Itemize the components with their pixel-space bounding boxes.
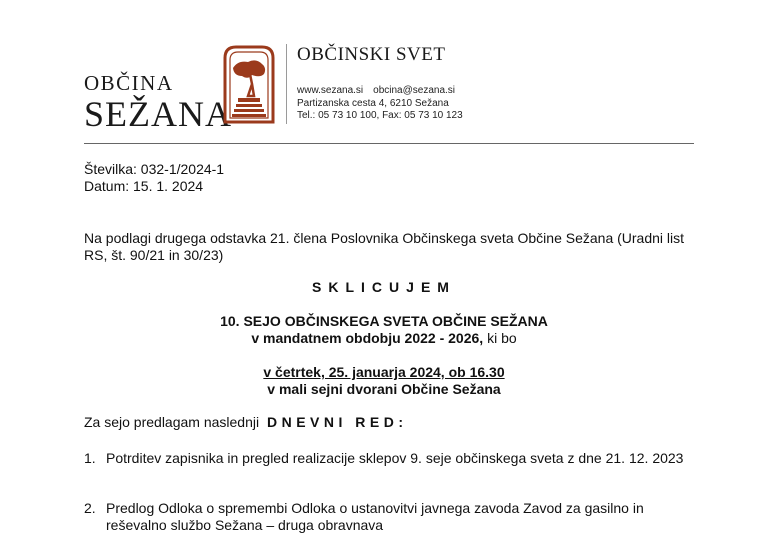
session-title: 10. SEJO OBČINSKEGA SVETA OBČINE SEŽANA [220, 313, 548, 329]
legal-basis-paragraph: Na podlagi drugega odstavka 21. člena Poslovnika Občinskega sveta Občine Sežana (Uradni list RS, št. 90/21 in 30/23) [84, 230, 685, 263]
session-period-rest: ki bo [483, 330, 517, 346]
logo-line-sezana: SEŽANA [84, 94, 232, 134]
session-location: v mali sejni dvorani Občine Sežana [267, 381, 501, 397]
council-title: OBČINSKI SVET [297, 44, 446, 65]
agenda-lead [84, 414, 408, 430]
address-text: Partizanska cesta 4, 6210 Sežana [297, 97, 449, 109]
email-link[interactable]: obcina@sezana.si [373, 85, 456, 96]
session-heading [84, 313, 684, 347]
logo-line-obcina: OBČINA [84, 71, 174, 95]
document-date: Datum: 15. 1. 2024 [84, 178, 204, 194]
agenda-item-text: Predlog Odloka o spremembi Odloka o ustanovitvi javnega zavoda Zavod za gasilno in reševalno službo Sežana – druga obravnava [106, 500, 644, 533]
website-link[interactable]: www.sezana.si [297, 85, 364, 96]
phone-fax-text: Tel.: 05 73 10 100, Fax: 05 73 10 123 [297, 110, 463, 121]
header-divider [286, 44, 287, 124]
document-meta [84, 161, 224, 195]
agenda-item-number: 2. [84, 500, 96, 516]
session-time-place [84, 364, 684, 398]
header-rule [84, 143, 694, 144]
agenda-title: DNEVNI RED: [267, 414, 408, 430]
karst-pine-tree-crest-icon [222, 44, 276, 124]
agenda-item-number: 1. [84, 450, 96, 466]
municipality-logo-text [84, 72, 232, 132]
session-period [84, 330, 684, 347]
document-number: Številka: 032-1/2024-1 [84, 161, 225, 177]
contact-block [297, 85, 463, 123]
session-period-bold: v mandatnem obdobju 2022 - 2026, [251, 330, 484, 346]
summon-heading: SKLICUJEM [312, 279, 456, 295]
session-datetime: v četrtek, 25. januarja 2024, ob 16.30 [263, 364, 505, 380]
agenda-lead-text: Za sejo predlagam naslednji [84, 414, 260, 430]
agenda-item-text: Potrditev zapisnika in pregled realizacije sklepov 9. seje občinskega sveta z dne 21. 12. 2023 [106, 450, 684, 466]
